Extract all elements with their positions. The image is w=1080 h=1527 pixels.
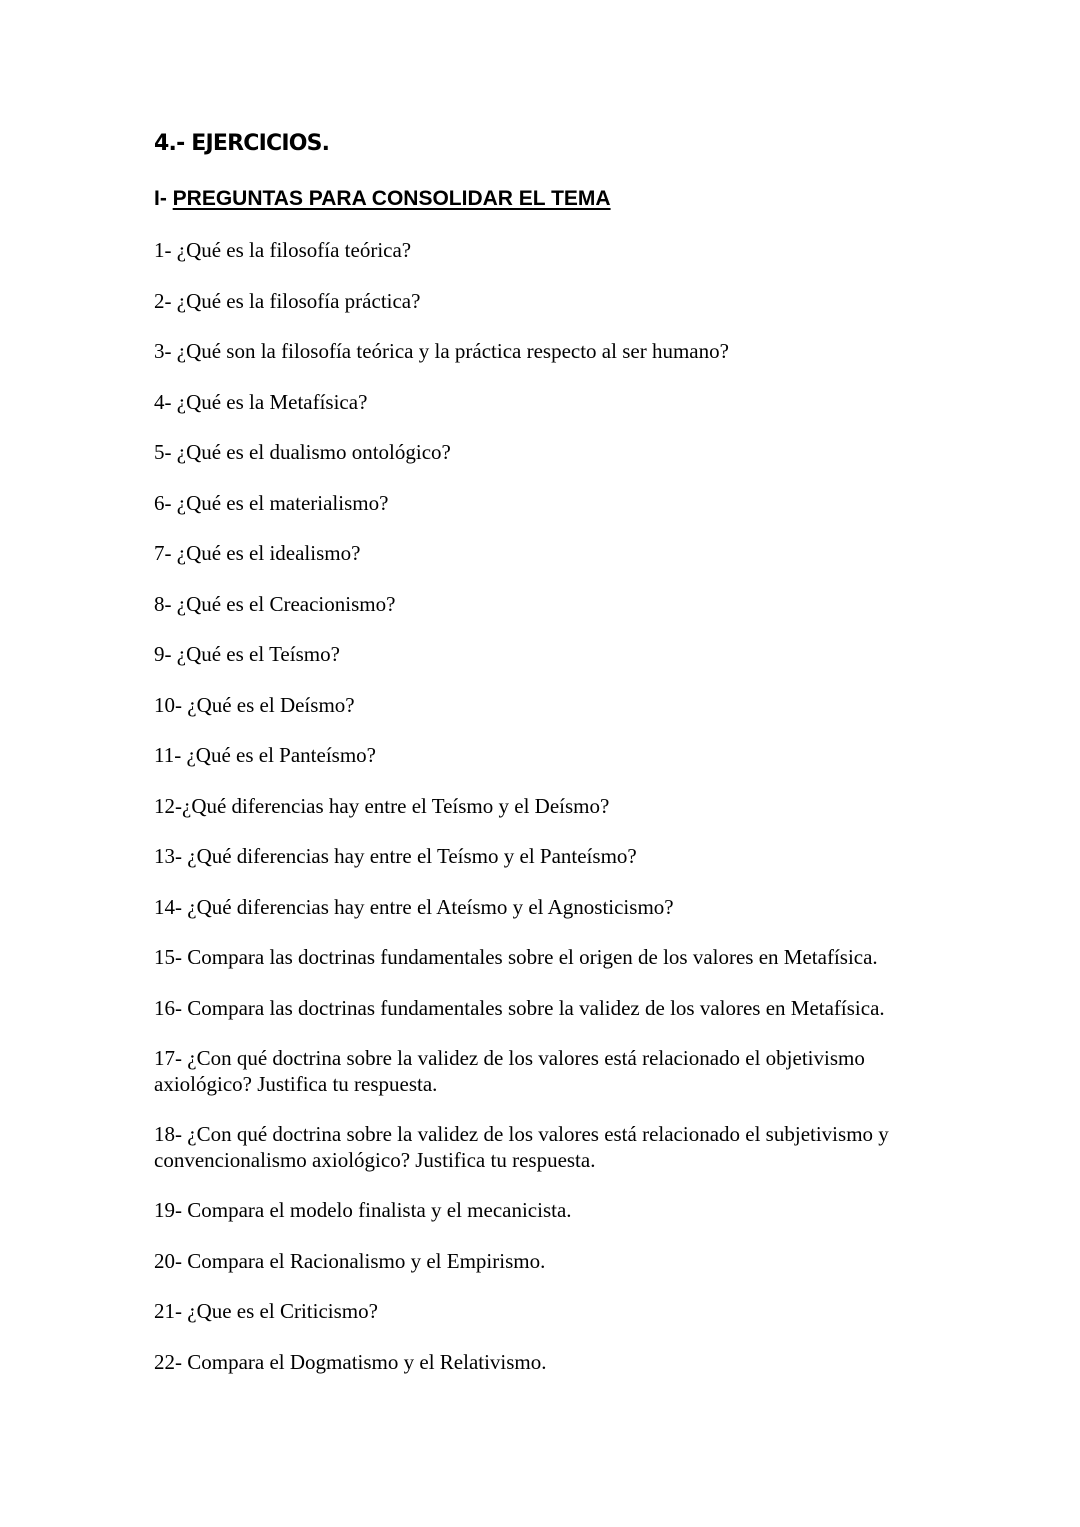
question-item: 12-¿Qué diferencias hay entre el Teísmo y el Deísmo? — [154, 793, 610, 818]
section-title: 4.- EJERCICIOS. — [154, 131, 330, 156]
subsection-title: PREGUNTAS PARA CONSOLIDAR EL TEMA — [172, 187, 611, 210]
question-item: 14- ¿Qué diferencias hay entre el Ateísmo y el Agnosticismo? — [154, 894, 674, 919]
question-item: 16- Compara las doctrinas fundamentales sobre la validez de los valores en Metafísica. — [154, 995, 885, 1020]
question-item: 15- Compara las doctrinas fundamentales sobre el origen de los valores en Metafísica. — [154, 945, 878, 969]
question-item: 13- ¿Qué diferencias hay entre el Teísmo y el Panteísmo? — [154, 844, 637, 868]
subsection-heading — [154, 187, 611, 211]
question-item: 21- ¿Que es el Criticismo? — [154, 1299, 378, 1323]
question-item: 10- ¿Qué es el Deísmo? — [154, 692, 355, 717]
question-item: 3- ¿Qué son la filosofía teórica y la práctica respecto al ser humano? — [154, 339, 729, 363]
question-item: 1- ¿Qué es la filosofía teórica? — [154, 238, 412, 262]
question-item: 18- ¿Con qué doctrina sobre la validez de los valores está relacionado el subjetivismo y convencionalismo axiológico? Justifica tu respuesta. — [154, 1122, 889, 1172]
subsection-prefix: I- — [154, 187, 173, 210]
question-item: 4- ¿Qué es la Metafísica? — [154, 389, 368, 414]
question-item: 22- Compara el Dogmatismo y el Relativismo. — [154, 1349, 547, 1374]
question-item: 9- ¿Qué es el Teísmo? — [154, 642, 340, 666]
question-item: 6- ¿Qué es el materialismo? — [154, 490, 389, 515]
question-item: 19- Compara el modelo finalista y el mecanicista. — [154, 1198, 572, 1222]
question-item: 5- ¿Qué es el dualismo ontológico? — [154, 440, 451, 464]
question-item: 8- ¿Qué es el Creacionismo? — [154, 591, 396, 616]
question-list — [154, 238, 929, 1400]
question-item: 7- ¿Qué es el idealismo? — [154, 541, 361, 565]
question-item: 17- ¿Con qué doctrina sobre la validez de los valores está relacionado el objetivismo axiológico? Justifica tu respuesta. — [154, 1046, 865, 1096]
question-item: 2- ¿Qué es la filosofía práctica? — [154, 288, 421, 313]
question-item: 11- ¿Qué es el Panteísmo? — [154, 743, 376, 767]
question-item: 20- Compara el Racionalismo y el Empirismo. — [154, 1248, 546, 1273]
